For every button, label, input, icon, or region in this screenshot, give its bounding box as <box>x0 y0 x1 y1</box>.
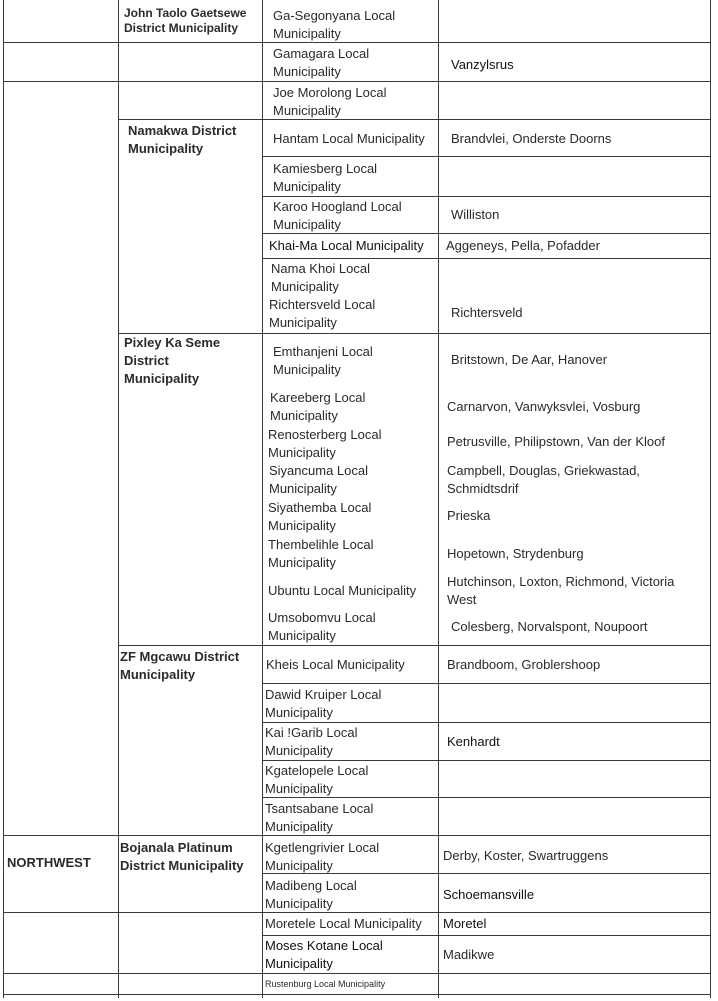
local-municipality-cell: Dawid Kruiper Local Municipality <box>265 687 382 720</box>
towns-cell: Prieska <box>447 508 491 523</box>
local-municipality-cell: Kareeberg Local Municipality <box>270 390 366 423</box>
local-municipality-cell: Tsantsabane Local Municipality <box>265 801 374 834</box>
local-municipality-cell: Thembelihle Local Municipality <box>268 537 374 570</box>
local-municipality-cell: Nama Khoi Local Municipality <box>271 261 370 294</box>
towns-cell: Petrusville, Philipstown, Van der Kloof <box>447 434 665 449</box>
row-border <box>262 935 711 936</box>
local-municipality-cell: Madibeng Local Municipality <box>265 878 357 911</box>
col-border-right <box>710 0 711 998</box>
row-border <box>262 156 711 157</box>
towns-cell: Moretel <box>443 916 487 931</box>
col-border-left <box>3 0 4 998</box>
towns-cell: Madikwe <box>443 947 495 962</box>
towns-cell: Richtersveld <box>451 305 523 320</box>
towns-cell: Derby, Koster, Swartruggens <box>443 848 609 863</box>
district-cell: John Taolo Gaetsewe District Municipality <box>124 6 247 35</box>
towns-cell: Carnarvon, Vanwyksvlei, Vosburg <box>447 399 641 414</box>
local-municipality-cell: Gamagara Local Municipality <box>273 46 370 79</box>
local-municipality-cell: Karoo Hoogland Local Municipality <box>273 199 402 232</box>
col-border-3 <box>438 0 439 998</box>
local-municipality-cell: Moretele Local Municipality <box>265 916 422 931</box>
towns-cell: Hutchinson, Loxton, Richmond, Victoria West <box>447 574 675 607</box>
col-border-1 <box>118 0 119 998</box>
row-border <box>3 994 711 995</box>
local-municipality-cell: Rustenburg Local Municipality <box>265 979 386 989</box>
local-municipality-cell: Kai !Garib Local Municipality <box>265 725 358 758</box>
row-border <box>262 722 711 723</box>
local-municipality-cell: Kgatelopele Local Municipality <box>265 763 369 796</box>
local-municipality-cell: Moses Kotane Local Municipality <box>265 938 383 971</box>
towns-cell: Brandboom, Groblershoop <box>447 657 601 672</box>
district-cell: Namakwa District Municipality <box>128 123 237 156</box>
local-municipality-cell: Ubuntu Local Municipality <box>268 583 417 598</box>
towns-cell: Hopetown, Strydenburg <box>447 546 584 561</box>
local-municipality-cell: Hantam Local Municipality <box>273 131 425 146</box>
local-municipality-cell: Richtersveld Local Municipality <box>269 297 376 330</box>
local-municipality-cell: Siyathemba Local Municipality <box>268 500 372 533</box>
local-municipality-cell: Ga-Segonyana Local Municipality <box>273 8 396 41</box>
district-cell: Bojanala Platinum District Municipality <box>120 840 244 873</box>
towns-cell: Campbell, Douglas, Griekwastad, Schmidtsdrif <box>447 463 640 496</box>
row-border <box>262 683 711 684</box>
row-border <box>262 196 711 197</box>
towns-cell: Brandvlei, Onderste Doorns <box>451 131 612 146</box>
towns-cell: Kenhardt <box>447 734 500 749</box>
towns-cell: Aggeneys, Pella, Pofadder <box>446 238 600 253</box>
row-border <box>3 81 711 82</box>
local-municipality-cell: Renosterberg Local Municipality <box>268 427 382 460</box>
towns-cell: Britstown, De Aar, Hanover <box>451 352 608 367</box>
local-municipality-cell: Joe Morolong Local Municipality <box>273 85 387 118</box>
local-municipality-cell: Kheis Local Municipality <box>266 657 405 672</box>
district-cell: ZF Mgcawu District Municipality <box>120 649 240 682</box>
local-municipality-cell: Siyancuma Local Municipality <box>269 463 368 496</box>
row-border <box>262 258 711 259</box>
towns-cell: Schoemansville <box>443 887 535 902</box>
local-municipality-cell: Khai-Ma Local Municipality <box>269 238 424 253</box>
local-municipality-cell: Umsobomvu Local Municipality <box>268 610 376 643</box>
row-border <box>118 645 711 646</box>
local-municipality-cell: Kgetlengrivier Local Municipality <box>265 840 380 873</box>
towns-cell: Williston <box>451 207 500 222</box>
row-border <box>262 760 711 761</box>
province-cell: NORTHWEST <box>7 855 91 870</box>
row-border <box>3 973 711 974</box>
local-municipality-cell: Kamiesberg Local Municipality <box>273 161 378 194</box>
local-municipality-cell: Emthanjeni Local Municipality <box>273 344 373 377</box>
towns-cell: Vanzylsrus <box>451 57 514 72</box>
district-cell: Pixley Ka Seme District Municipality <box>124 335 221 386</box>
row-border <box>118 119 711 120</box>
col-border-2 <box>262 0 263 998</box>
towns-cell: Colesberg, Norvalspont, Noupoort <box>451 619 648 634</box>
